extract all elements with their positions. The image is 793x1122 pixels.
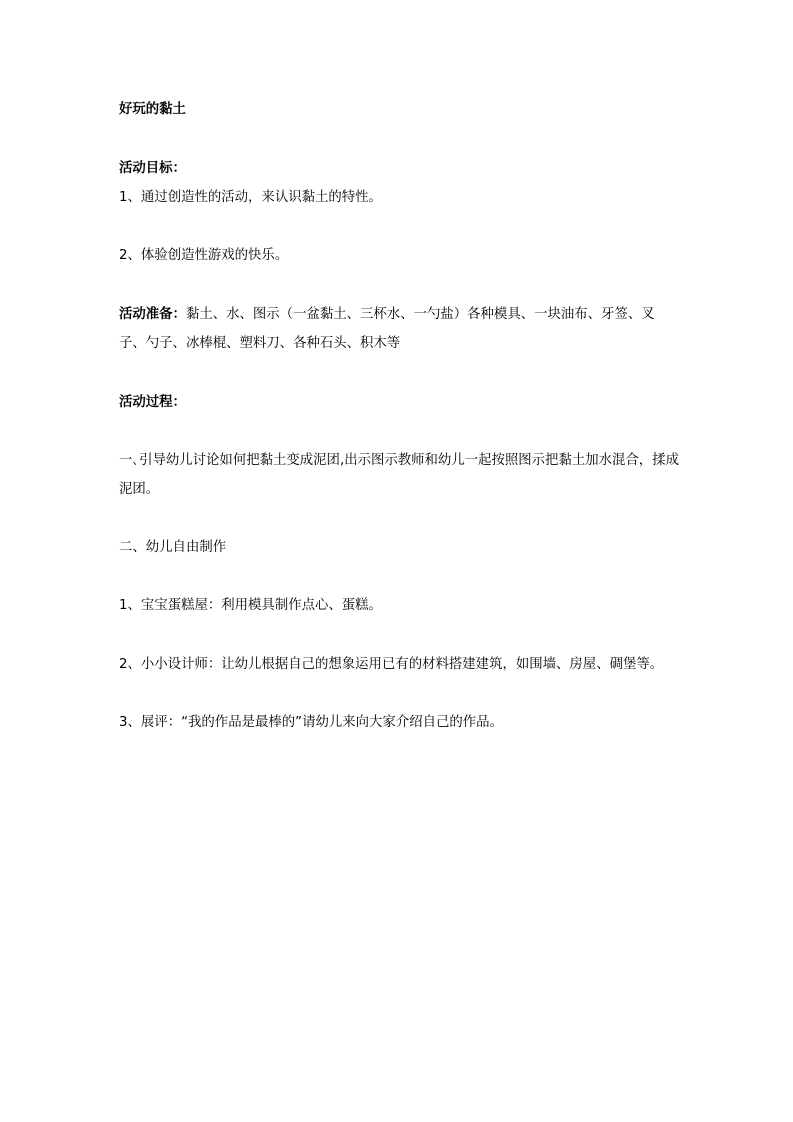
goals-heading: 活动目标： (119, 161, 186, 176)
page-title: 好玩的黏土 (119, 102, 186, 117)
activity-item-3: 3、展评：“我的作品是最棒的”请幼儿来向大家介绍自己的作品。 (119, 715, 503, 730)
process-step-1: 一､引导幼儿讨论如何把黏土变成泥团,出示图示教师和幼儿一起按照图示把黏土加水混合，揉成泥团。 (119, 453, 679, 497)
process-heading: 活动过程： (119, 395, 186, 410)
process-step-2-heading: 二、幼儿自由制作 (119, 540, 227, 555)
goal-item-2: 2、体验创造性游戏的快乐。 (119, 248, 289, 263)
preparation-paragraph (119, 300, 679, 358)
activity-item-2: 2、小小设计师：让幼儿根据自己的想象运用已有的材料搭建建筑，如围墙、房屋、碉堡等。 (119, 657, 664, 672)
preparation-text: 黏土、水、图示（一盆黏土、三杯水、一勺盐）各种模具、一块油布、牙签、叉子、勺子、冰棒棍、塑料刀、各种石头、积木等 (119, 307, 655, 351)
goal-item-1: 1、通过创造性的活动，来认识黏土的特性。 (119, 190, 382, 205)
preparation-label: 活动准备： (119, 307, 186, 322)
activity-item-1: 1、宝宝蛋糕屋：利用模具制作点心、蛋糕。 (119, 598, 382, 613)
